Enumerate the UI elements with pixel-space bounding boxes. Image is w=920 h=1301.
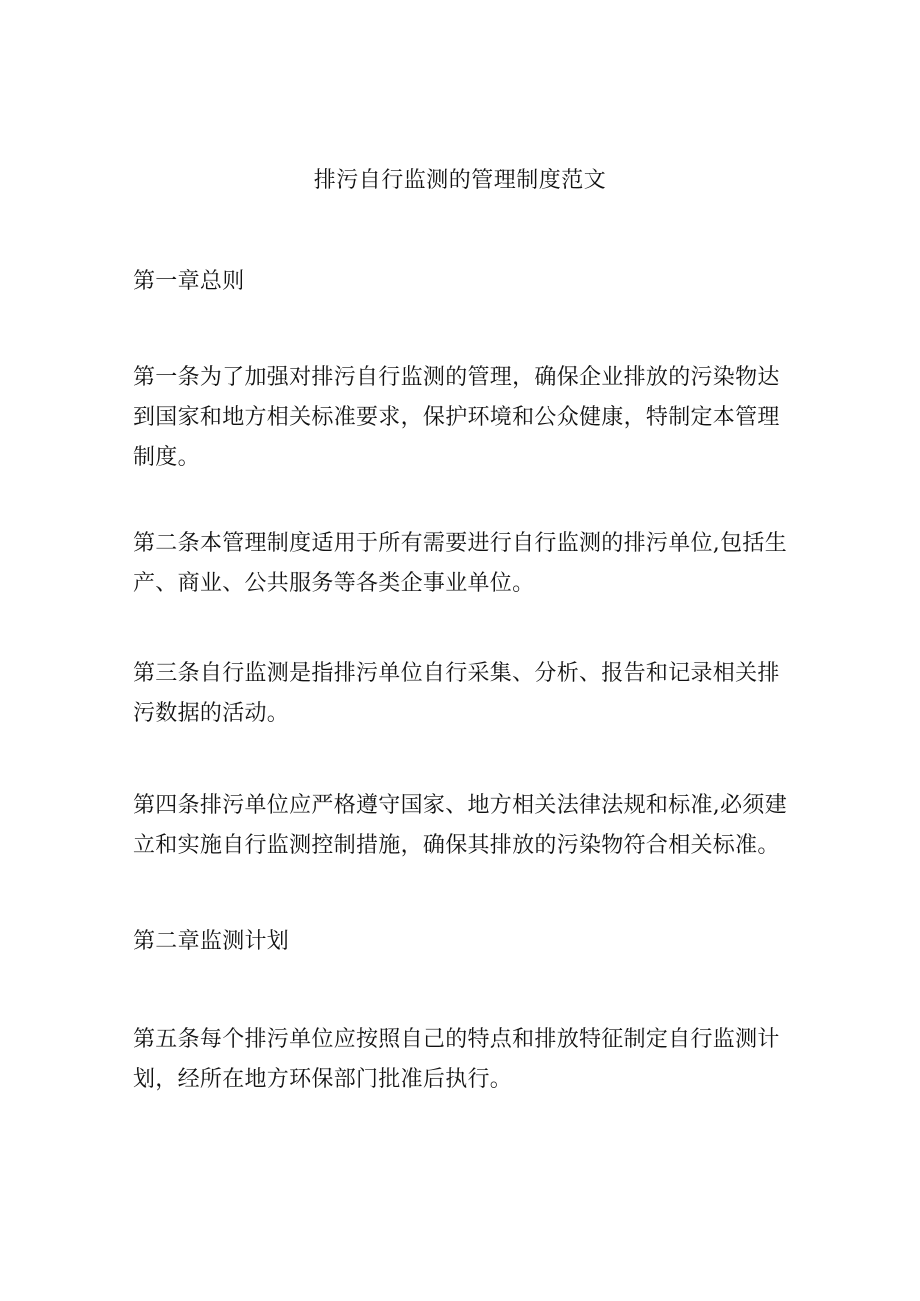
article-3-paragraph: 第三条自行监测是指排污单位自行采集、分析、报告和记录相关排污数据的活动。 — [133, 661, 780, 726]
article-5-paragraph: 第五条每个排污单位应按照自己的特点和排放特征制定自行监测计划，经所在地方环保部门批准后执行。 — [133, 1027, 780, 1092]
chapter-2-heading: 第二章监测计划 — [133, 929, 290, 954]
chapter-1-heading: 第一章总则 — [133, 269, 245, 294]
document-title: 排污自行监测的管理制度范文 — [313, 168, 607, 193]
article-4-paragraph: 第四条排污单位应严格遵守国家、地方相关法律法规和标准,必须建立和实施自行监测控制措施，确保其排放的污染物符合相关标准。 — [133, 793, 787, 858]
article-2-paragraph: 第二条本管理制度适用于所有需要进行自行监测的排污单位,包括生产、商业、公共服务等各类企事业单位。 — [133, 531, 787, 596]
article-1-paragraph: 第一条为了加强对排污自行监测的管理，确保企业排放的污染物达到国家和地方相关标准要求，保护环境和公众健康，特制定本管理制度。 — [133, 365, 780, 470]
